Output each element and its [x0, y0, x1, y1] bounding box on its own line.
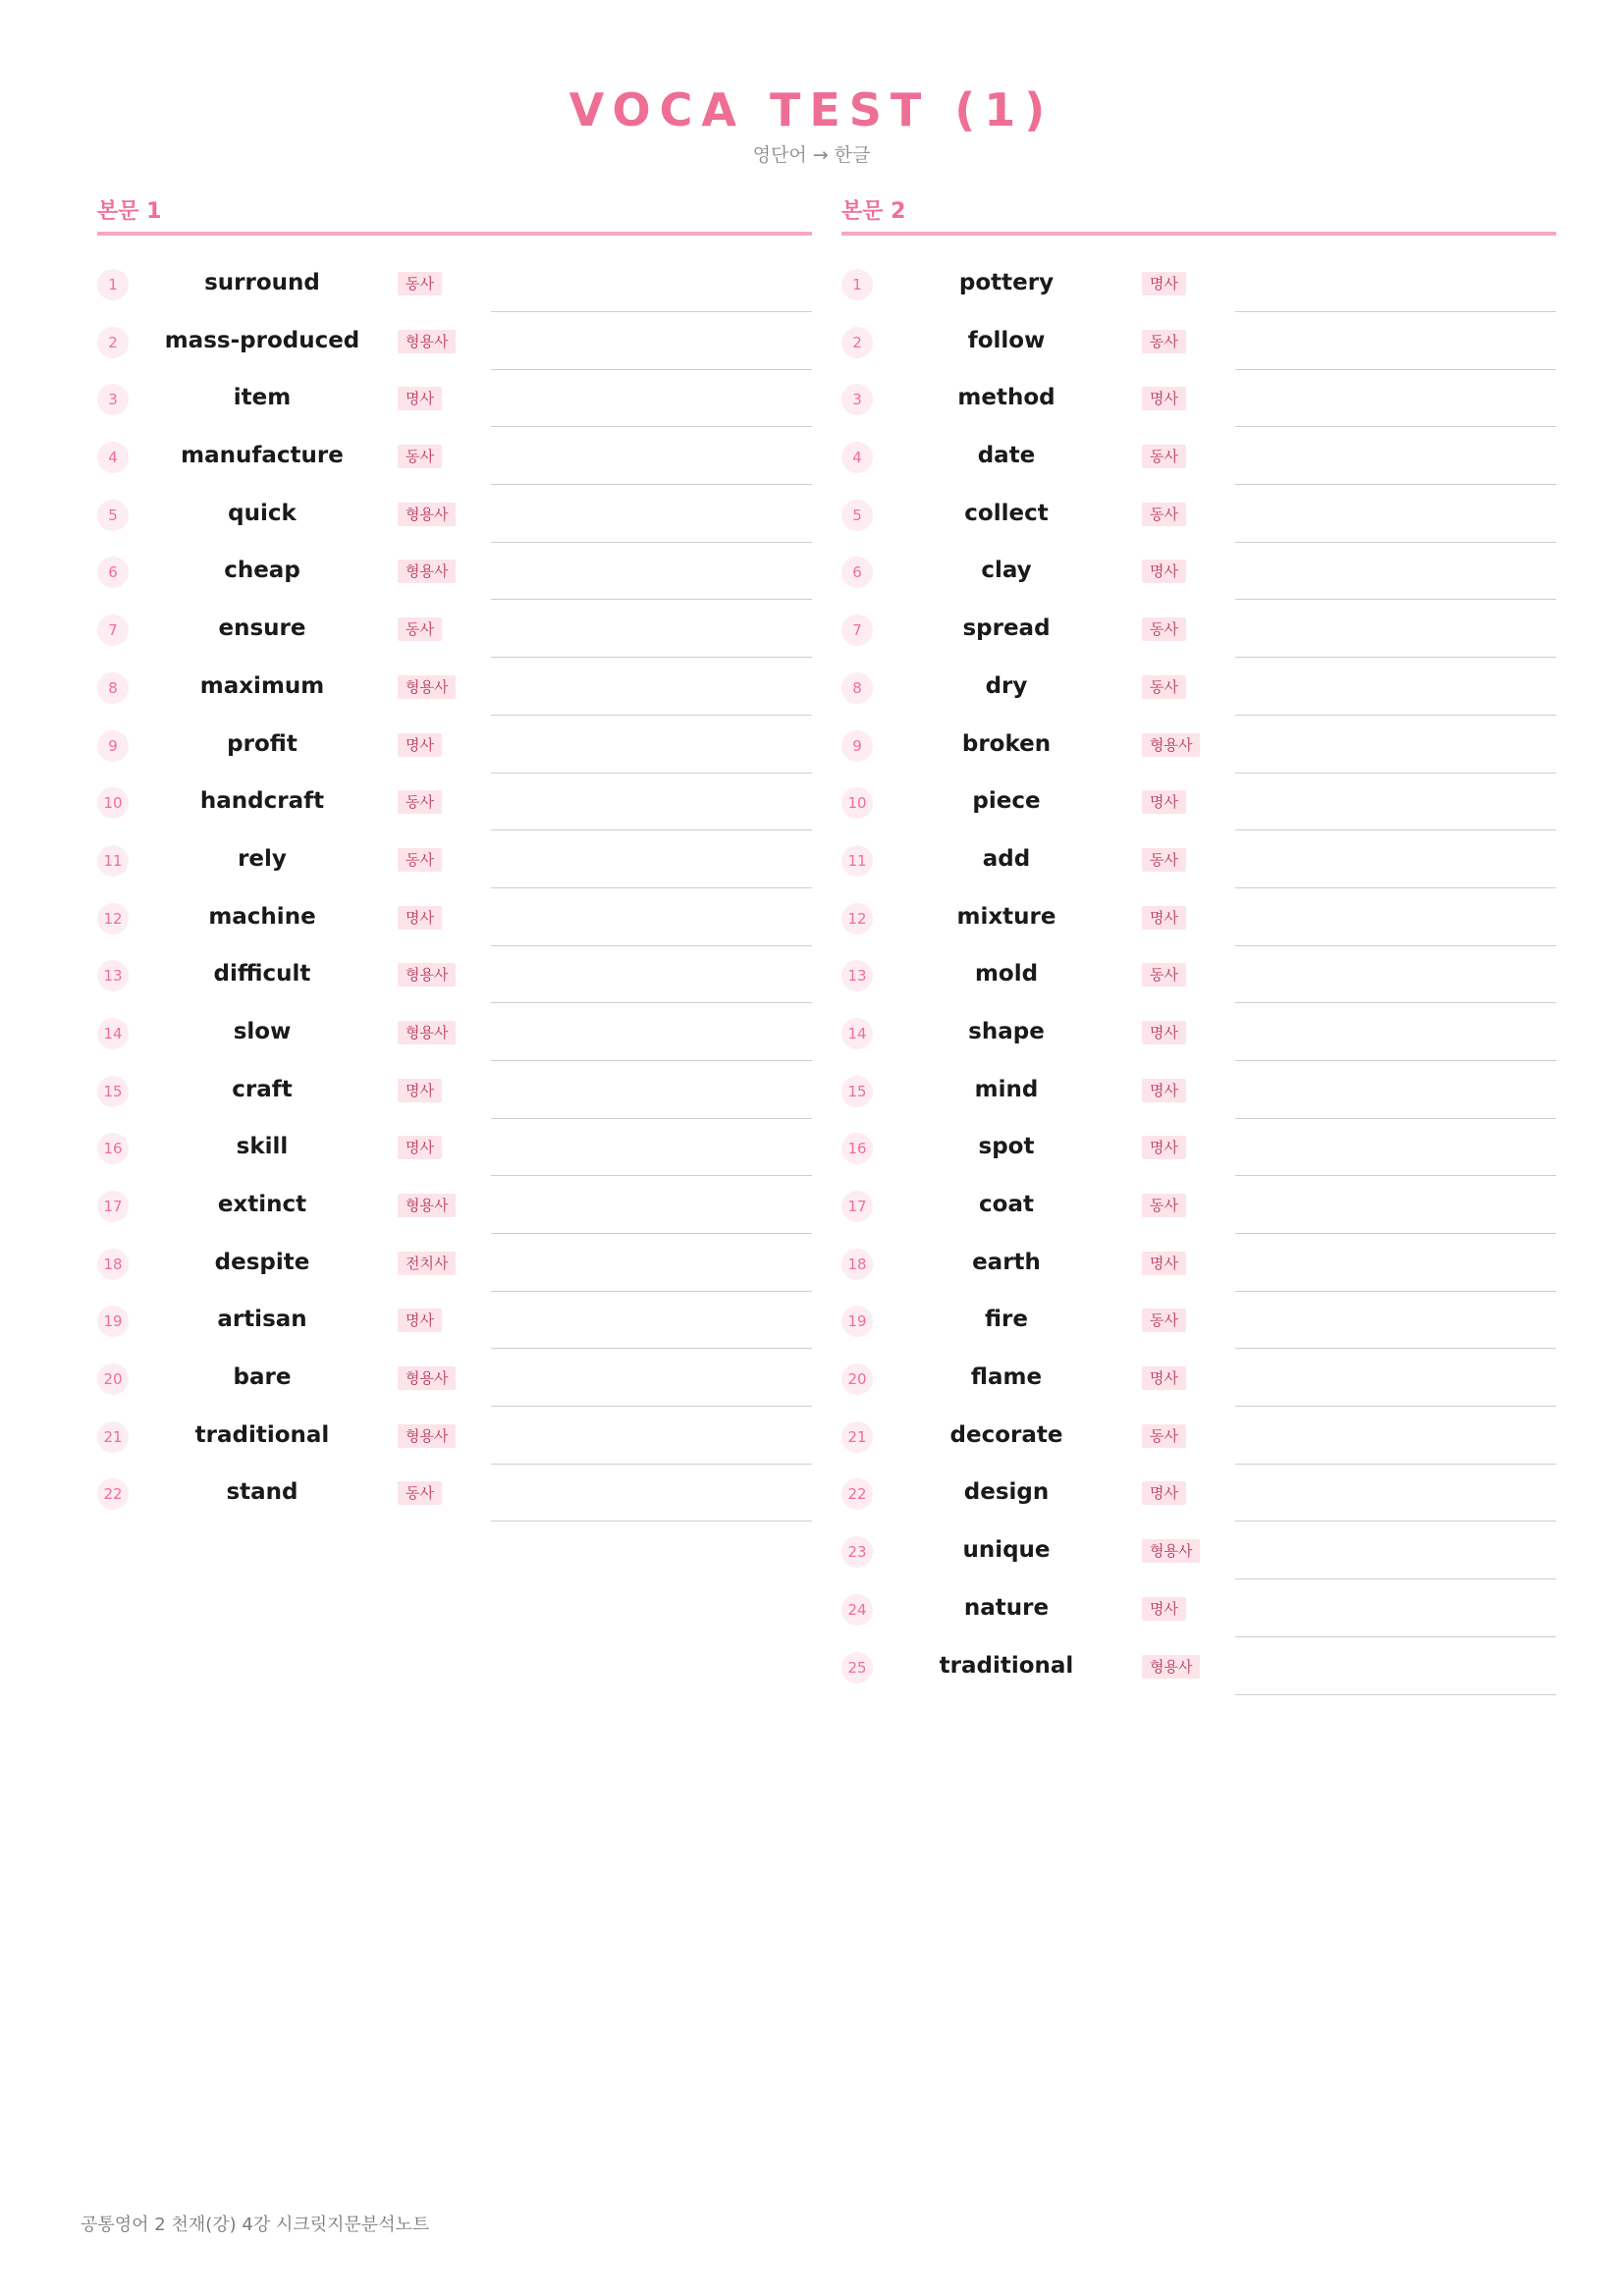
vocab-word: mold [974, 961, 1039, 988]
vocab-word: quick [228, 500, 297, 526]
item-number: 5 [841, 500, 873, 531]
vocab-word: design [963, 1479, 1050, 1506]
word-row [841, 1582, 1556, 1640]
word-row [841, 488, 1556, 546]
section-2 [841, 192, 1556, 1697]
word-row [97, 1179, 812, 1237]
vocab-word: slow [233, 1018, 292, 1044]
item-number: 21 [841, 1421, 873, 1453]
vocab-word: difficult [213, 961, 311, 988]
part-of-speech-badge: 동사 [1142, 1308, 1186, 1332]
item-number: 7 [841, 614, 873, 646]
vocab-word: flame [970, 1364, 1043, 1391]
word-row [97, 775, 812, 833]
item-number: 9 [841, 730, 873, 762]
part-of-speech-badge: 명사 [1142, 387, 1186, 410]
part-of-speech-badge: 동사 [1142, 963, 1186, 987]
part-of-speech-badge: 동사 [398, 848, 442, 872]
part-of-speech-badge: 명사 [398, 906, 442, 930]
item-number: 21 [97, 1421, 129, 1453]
part-of-speech-badge: 형용사 [398, 330, 456, 353]
item-number: 19 [841, 1306, 873, 1337]
part-of-speech-badge: 명사 [1142, 272, 1186, 295]
part-of-speech-badge: 형용사 [398, 1366, 456, 1390]
word-row [97, 1237, 812, 1295]
answer-line[interactable] [1235, 311, 1556, 312]
item-number: 9 [97, 730, 129, 762]
part-of-speech-badge: 명사 [1142, 1021, 1186, 1044]
answer-line[interactable] [1235, 657, 1556, 658]
word-row [841, 1352, 1556, 1410]
item-number: 1 [841, 269, 873, 300]
vocab-word: spot [978, 1134, 1035, 1160]
item-number: 1 [97, 269, 129, 300]
word-row [97, 1410, 812, 1468]
word-row [97, 719, 812, 776]
part-of-speech-badge: 명사 [1142, 906, 1186, 930]
answer-line[interactable] [491, 715, 812, 716]
word-row [841, 1237, 1556, 1295]
vocab-word: decorate [949, 1421, 1063, 1448]
answer-line[interactable] [1235, 369, 1556, 370]
word-row [97, 1064, 812, 1122]
word-row [97, 833, 812, 891]
item-number: 15 [841, 1076, 873, 1107]
vocab-word: bare [233, 1364, 292, 1391]
word-row [841, 775, 1556, 833]
answer-line[interactable] [491, 369, 812, 370]
answer-line[interactable] [491, 1348, 812, 1349]
answer-line[interactable] [491, 887, 812, 888]
part-of-speech-badge: 동사 [398, 1481, 442, 1505]
answer-line[interactable] [1235, 945, 1556, 946]
page-subtitle: 영단어 → 한글 [752, 144, 871, 166]
vocab-word: handcraft [199, 788, 325, 815]
answer-line[interactable] [491, 542, 812, 543]
vocab-word: mind [974, 1076, 1039, 1102]
answer-line[interactable] [1235, 1118, 1556, 1119]
vocab-word: spread [962, 615, 1051, 642]
item-number: 12 [841, 903, 873, 934]
word-row [841, 372, 1556, 430]
vocab-word: skill [236, 1134, 289, 1160]
part-of-speech-badge: 형용사 [1142, 1655, 1200, 1679]
vocab-word: piece [972, 788, 1041, 815]
item-number: 22 [841, 1478, 873, 1510]
item-number: 8 [841, 672, 873, 704]
part-of-speech-badge: 명사 [1142, 560, 1186, 583]
word-row [841, 891, 1556, 949]
vocab-word: artisan [217, 1307, 307, 1333]
page-title: VOCA TEST (1) [568, 83, 1055, 136]
word-row [97, 1294, 812, 1352]
word-row [97, 257, 812, 315]
item-number: 16 [97, 1133, 129, 1164]
vocab-word: clay [981, 558, 1032, 584]
item-number: 14 [97, 1018, 129, 1049]
answer-line[interactable] [491, 945, 812, 946]
word-row [97, 1006, 812, 1064]
vocab-word: despite [214, 1249, 310, 1275]
item-number: 8 [97, 672, 129, 704]
word-row [841, 1064, 1556, 1122]
part-of-speech-badge: 명사 [1142, 1366, 1186, 1390]
word-row [841, 1640, 1556, 1698]
answer-line[interactable] [1235, 829, 1556, 830]
part-of-speech-badge: 형용사 [398, 1424, 456, 1448]
item-number: 14 [841, 1018, 873, 1049]
answer-line[interactable] [1235, 1464, 1556, 1465]
answer-line[interactable] [491, 1464, 812, 1465]
item-number: 17 [841, 1191, 873, 1222]
answer-line[interactable] [1235, 484, 1556, 485]
vocab-word: traditional [939, 1652, 1074, 1679]
item-number: 13 [97, 960, 129, 991]
answer-line[interactable] [491, 311, 812, 312]
word-row [97, 1467, 812, 1524]
vocab-word: rely [238, 845, 287, 872]
item-number: 4 [97, 442, 129, 473]
part-of-speech-badge: 동사 [398, 617, 442, 641]
vocab-word: profit [227, 730, 298, 757]
item-number: 7 [97, 614, 129, 646]
word-row [97, 430, 812, 488]
item-number: 11 [841, 845, 873, 877]
answer-line[interactable] [1235, 1060, 1556, 1061]
part-of-speech-badge: 동사 [1142, 503, 1186, 526]
word-row [841, 430, 1556, 488]
item-number: 15 [97, 1076, 129, 1107]
part-of-speech-badge: 동사 [398, 272, 442, 295]
answer-line[interactable] [491, 426, 812, 427]
item-number: 18 [841, 1249, 873, 1280]
word-row [97, 315, 812, 373]
word-list [841, 257, 1556, 1697]
vocab-word: maximum [199, 672, 325, 699]
item-number: 16 [841, 1133, 873, 1164]
item-number: 20 [97, 1363, 129, 1395]
answer-line[interactable] [491, 1002, 812, 1003]
vocab-word: earth [972, 1249, 1041, 1275]
answer-line[interactable] [1235, 773, 1556, 774]
item-number: 17 [97, 1191, 129, 1222]
vocab-word: traditional [194, 1421, 330, 1448]
vocab-word: add [982, 845, 1031, 872]
part-of-speech-badge: 명사 [1142, 1252, 1186, 1275]
item-number: 25 [841, 1652, 873, 1683]
answer-line[interactable] [1235, 1636, 1556, 1637]
answer-line[interactable] [1235, 1578, 1556, 1579]
answer-line[interactable] [491, 1291, 812, 1292]
answer-line[interactable] [491, 657, 812, 658]
item-number: 11 [97, 845, 129, 877]
item-number: 23 [841, 1536, 873, 1568]
section-heading: 본문 2 [841, 192, 1556, 236]
answer-line[interactable] [491, 829, 812, 830]
answer-line[interactable] [491, 1233, 812, 1234]
section-heading: 본문 1 [97, 192, 812, 236]
vocab-word: surround [204, 270, 320, 295]
vocab-word: method [957, 385, 1055, 411]
part-of-speech-badge: 형용사 [398, 503, 456, 526]
answer-line[interactable] [1235, 542, 1556, 543]
part-of-speech-badge: 형용사 [398, 675, 456, 699]
word-row [841, 1006, 1556, 1064]
answer-line[interactable] [1235, 599, 1556, 600]
section-1 [97, 192, 812, 1524]
answer-line[interactable] [1235, 426, 1556, 427]
word-row [97, 545, 812, 603]
vocab-word: dry [985, 672, 1028, 699]
answer-line[interactable] [491, 599, 812, 600]
word-row [97, 603, 812, 661]
vocab-word: manufacture [181, 443, 344, 469]
part-of-speech-badge: 형용사 [1142, 733, 1200, 757]
vocab-word: collect [964, 500, 1049, 526]
word-row [841, 315, 1556, 373]
item-number: 4 [841, 442, 873, 473]
answer-line[interactable] [491, 1521, 812, 1522]
vocab-word: fire [985, 1307, 1028, 1333]
answer-line[interactable] [491, 1118, 812, 1119]
item-number: 12 [97, 903, 129, 934]
item-number: 3 [97, 384, 129, 415]
answer-line[interactable] [1235, 1002, 1556, 1003]
footer-text: 공통영어 2 천재(강) 4강 시크릿지문분석노트 [81, 2215, 430, 2235]
part-of-speech-badge: 명사 [398, 733, 442, 757]
answer-line[interactable] [491, 1406, 812, 1407]
vocab-word: mass-produced [164, 327, 360, 353]
part-of-speech-badge: 명사 [1142, 1136, 1186, 1159]
item-number: 13 [841, 960, 873, 991]
word-row [97, 1352, 812, 1410]
part-of-speech-badge: 명사 [1142, 1079, 1186, 1102]
answer-line[interactable] [1235, 1694, 1556, 1695]
part-of-speech-badge: 명사 [398, 1079, 442, 1102]
vocab-word: cheap [224, 558, 300, 584]
part-of-speech-badge: 동사 [1142, 330, 1186, 353]
vocab-word: unique [962, 1537, 1051, 1564]
vocab-word: item [233, 385, 292, 411]
word-row [841, 833, 1556, 891]
part-of-speech-badge: 동사 [1142, 848, 1186, 872]
part-of-speech-badge: 명사 [1142, 1481, 1186, 1505]
vocab-word: extinct [217, 1192, 307, 1217]
vocab-word: stand [226, 1479, 298, 1506]
vocab-word: pottery [958, 270, 1055, 295]
word-row [97, 661, 812, 719]
part-of-speech-badge: 형용사 [398, 1021, 456, 1044]
word-row [97, 1121, 812, 1179]
answer-line[interactable] [491, 1175, 812, 1176]
word-row [97, 372, 812, 430]
word-row [841, 603, 1556, 661]
word-row [841, 1467, 1556, 1524]
word-row [841, 1121, 1556, 1179]
item-number: 10 [97, 787, 129, 819]
answer-line[interactable] [491, 1060, 812, 1061]
part-of-speech-badge: 명사 [1142, 790, 1186, 814]
answer-line[interactable] [1235, 1233, 1556, 1234]
word-row [841, 545, 1556, 603]
part-of-speech-badge: 동사 [398, 790, 442, 814]
word-row [841, 1294, 1556, 1352]
part-of-speech-badge: 명사 [398, 387, 442, 410]
part-of-speech-badge: 형용사 [398, 560, 456, 583]
part-of-speech-badge: 동사 [1142, 445, 1186, 468]
word-row [841, 257, 1556, 315]
part-of-speech-badge: 형용사 [398, 963, 456, 987]
word-row [841, 1179, 1556, 1237]
part-of-speech-badge: 동사 [1142, 675, 1186, 699]
part-of-speech-badge: 동사 [1142, 617, 1186, 641]
item-number: 6 [97, 557, 129, 588]
vocab-word: machine [208, 903, 316, 930]
item-number: 2 [841, 327, 873, 358]
answer-line[interactable] [1235, 1175, 1556, 1176]
answer-line[interactable] [1235, 1291, 1556, 1292]
vocab-word: shape [968, 1018, 1045, 1044]
word-row [97, 948, 812, 1006]
item-number: 2 [97, 327, 129, 358]
answer-line[interactable] [1235, 715, 1556, 716]
vocab-word: coat [979, 1192, 1034, 1217]
answer-line[interactable] [1235, 1406, 1556, 1407]
answer-line[interactable] [1235, 887, 1556, 888]
word-row [841, 719, 1556, 776]
answer-line[interactable] [491, 484, 812, 485]
vocab-word: craft [232, 1076, 293, 1102]
part-of-speech-badge: 명사 [398, 1308, 442, 1332]
item-number: 10 [841, 787, 873, 819]
answer-line[interactable] [1235, 1521, 1556, 1522]
vocab-word: mixture [956, 903, 1056, 930]
vocab-word: follow [967, 327, 1046, 353]
part-of-speech-badge: 명사 [398, 1136, 442, 1159]
item-number: 3 [841, 384, 873, 415]
part-of-speech-badge: 동사 [1142, 1194, 1186, 1217]
vocab-word: ensure [218, 615, 306, 642]
part-of-speech-badge: 전치사 [398, 1252, 456, 1275]
vocab-word: broken [961, 730, 1052, 757]
part-of-speech-badge: 동사 [398, 445, 442, 468]
item-number: 18 [97, 1249, 129, 1280]
word-row [841, 1524, 1556, 1582]
answer-line[interactable] [1235, 1348, 1556, 1349]
part-of-speech-badge: 명사 [1142, 1597, 1186, 1621]
word-row [841, 948, 1556, 1006]
item-number: 6 [841, 557, 873, 588]
word-row [841, 661, 1556, 719]
item-number: 22 [97, 1478, 129, 1510]
part-of-speech-badge: 형용사 [1142, 1539, 1200, 1563]
answer-line[interactable] [491, 773, 812, 774]
part-of-speech-badge: 동사 [1142, 1424, 1186, 1448]
item-number: 20 [841, 1363, 873, 1395]
item-number: 19 [97, 1306, 129, 1337]
word-row [97, 891, 812, 949]
word-row [97, 488, 812, 546]
item-number: 24 [841, 1594, 873, 1626]
part-of-speech-badge: 형용사 [398, 1194, 456, 1217]
vocab-word: date [977, 443, 1036, 469]
word-list [97, 257, 812, 1524]
vocab-word: nature [963, 1594, 1050, 1621]
word-row [841, 1410, 1556, 1468]
item-number: 5 [97, 500, 129, 531]
